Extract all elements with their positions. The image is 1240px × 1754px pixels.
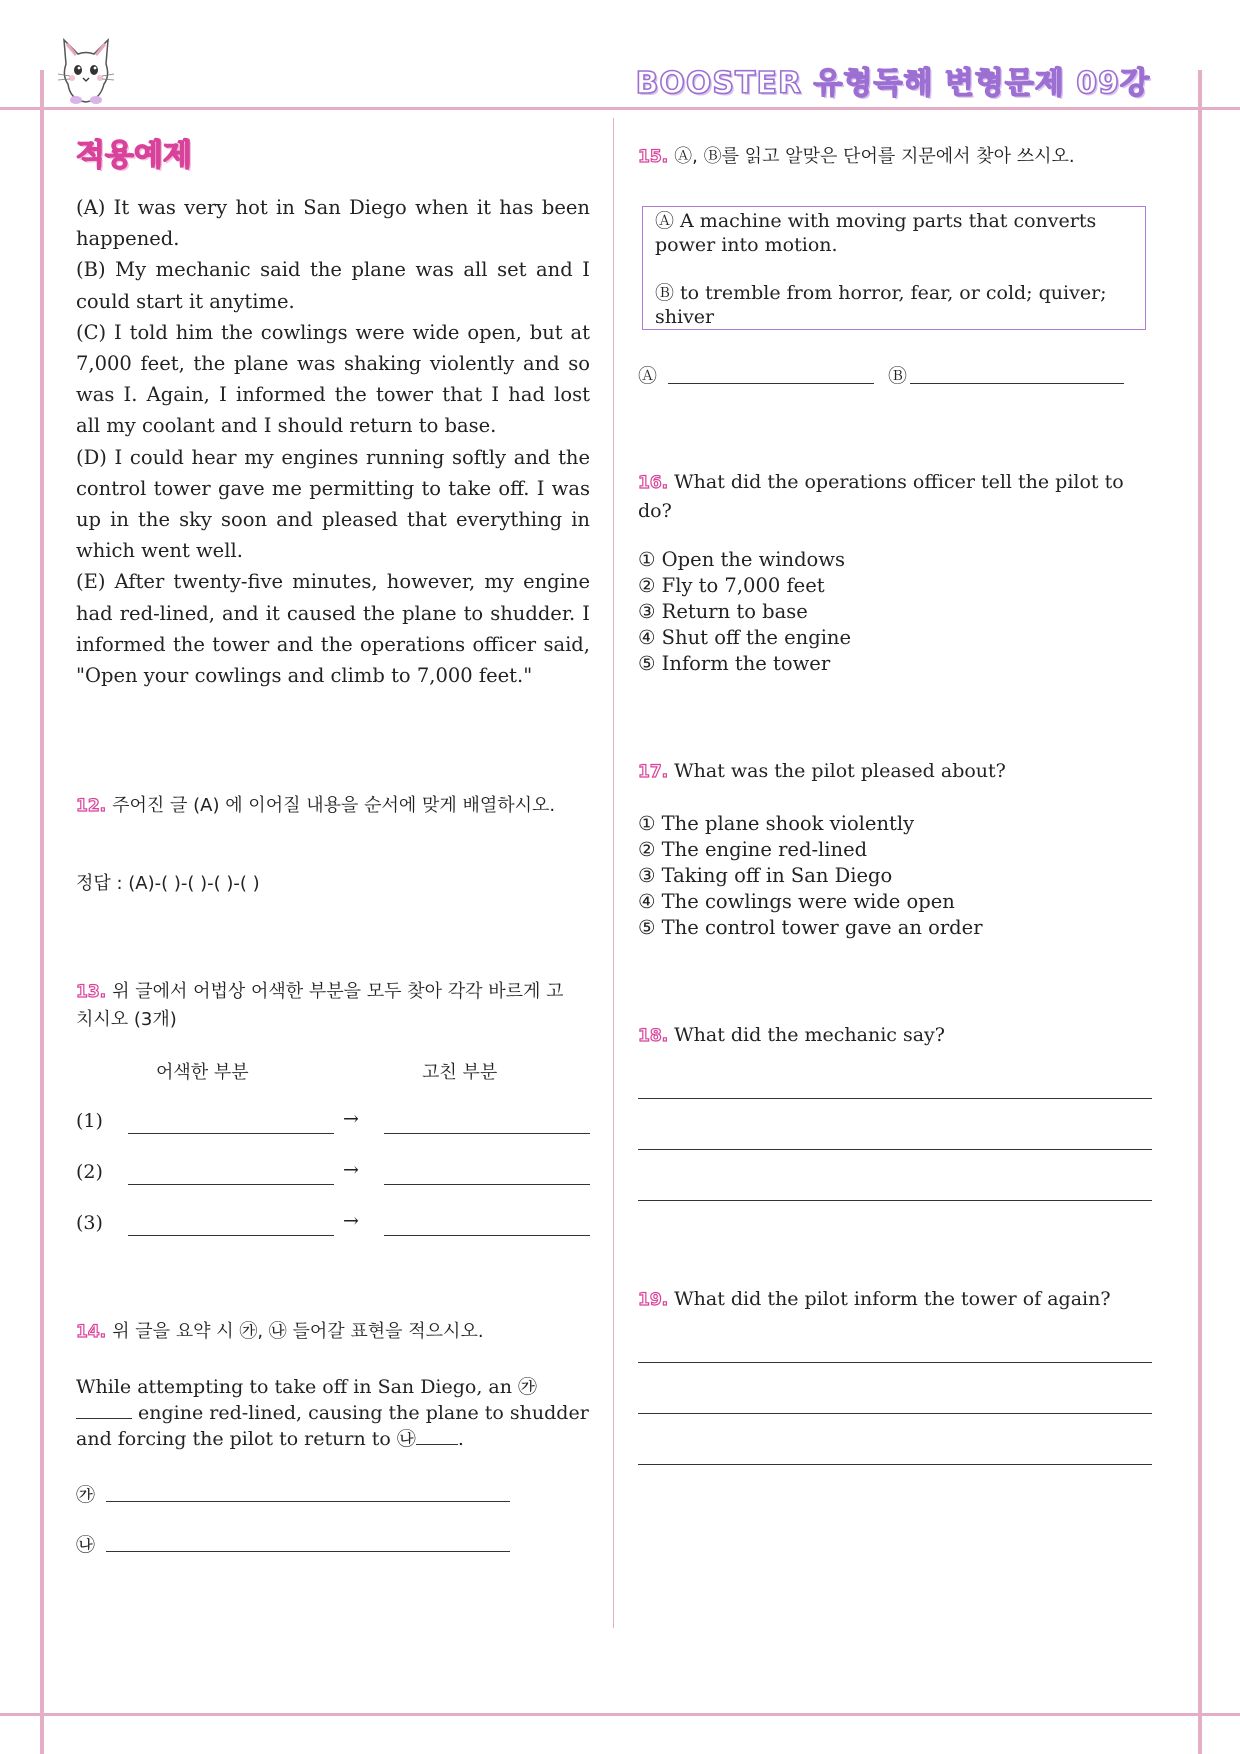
question-number: 16. xyxy=(638,473,669,493)
frame-top-line xyxy=(0,107,1240,110)
wrong-answer-blank[interactable] xyxy=(128,1133,334,1134)
option-3[interactable]: ③ Taking off in San Diego xyxy=(638,864,893,887)
frame-left-line xyxy=(40,70,44,1754)
definition-b: Ⓑ to tremble from horror, fear, or cold; quiver; shiver xyxy=(655,282,1107,328)
question-number: 18. xyxy=(638,1026,669,1046)
q16-options xyxy=(638,547,851,677)
question-16 xyxy=(638,468,1158,525)
question-text: What did the mechanic say? xyxy=(674,1024,945,1046)
arrow-icon: → xyxy=(343,1108,359,1130)
fixed-answer-blank[interactable] xyxy=(384,1235,590,1236)
question-text: 위 글을 요약 시 ㉮, ㉯ 들어갈 표현을 적으시오. xyxy=(112,1321,484,1342)
question-number: 19. xyxy=(638,1290,669,1310)
summary-blank-a[interactable] xyxy=(76,1400,132,1419)
question-18 xyxy=(638,1021,1158,1050)
question-17 xyxy=(638,757,1158,786)
passage-paragraph-a: (A) It was very hot in San Diego when it has been happened. xyxy=(76,196,590,251)
question-number: 14. xyxy=(76,1322,107,1342)
passage-paragraph-d: (D) I could hear my engines running softly and the control tower gave me permitting to take off. I was up in the sky soon and pleased that everything in which went well. xyxy=(76,445,590,563)
column-header-wrong: 어색한 부분 xyxy=(156,1062,249,1083)
answer-line[interactable] xyxy=(638,1413,1152,1414)
fixed-answer-blank[interactable] xyxy=(384,1133,590,1134)
question-13 xyxy=(76,978,576,1034)
wrong-answer-blank[interactable] xyxy=(128,1184,334,1185)
option-5[interactable]: ⑤ The control tower gave an order xyxy=(638,916,983,939)
reading-passage xyxy=(76,192,590,691)
answer-line[interactable] xyxy=(638,1464,1152,1465)
answer-line[interactable] xyxy=(638,1362,1152,1363)
row-label: (1) xyxy=(76,1110,103,1132)
option-2[interactable]: ② The engine red-lined xyxy=(638,838,868,861)
option-4[interactable]: ④ Shut off the engine xyxy=(638,626,852,649)
summary-paragraph: While attempting to take off in San Diego, an ㉮ engine red-lined, causing the plane to shudder and forcing the pilot to return to ㉯ . xyxy=(76,1376,589,1450)
question-number: 13. xyxy=(76,982,107,1002)
row-label: (3) xyxy=(76,1212,103,1234)
section-title: 적용예제 xyxy=(76,138,192,173)
question-number: 12. xyxy=(76,796,107,816)
option-1[interactable]: ① Open the windows xyxy=(638,548,845,571)
answer-line[interactable] xyxy=(638,1149,1152,1150)
row-label: (2) xyxy=(76,1161,103,1183)
wrong-answer-blank[interactable] xyxy=(128,1235,334,1236)
answer-label-a: Ⓐ xyxy=(638,365,658,387)
frame-right-line xyxy=(1198,70,1202,1754)
answer-blank-a[interactable] xyxy=(668,383,874,384)
header-title: BOOSTER 유형독해 변형문제 09강 xyxy=(635,66,1150,101)
cat-logo-icon xyxy=(56,34,116,106)
q12-answer-line[interactable]: 정답 : (A)-( )-( )-( )-( ) xyxy=(76,873,260,894)
option-2[interactable]: ② Fly to 7,000 feet xyxy=(638,574,825,597)
question-14 xyxy=(76,1318,590,1346)
arrow-icon: → xyxy=(343,1159,359,1181)
question-text: Ⓐ, Ⓑ를 읽고 알맞은 단어를 지문에서 찾아 쓰시오. xyxy=(674,146,1075,167)
answer-label-b: Ⓑ xyxy=(888,365,908,387)
question-text: 위 글에서 어법상 어색한 부분을 모두 찾아 각각 바르게 고치시오 (3개) xyxy=(76,981,564,1030)
passage-paragraph-e: (E) After twenty-five minutes, however, my engine had red-lined, and it caused the plane to shudder. I informed the tower and the operations officer said, "Open your cowlings and climb to 7,000 feet." xyxy=(76,570,590,688)
question-text: What did the operations officer tell the pilot to do? xyxy=(638,471,1124,522)
option-3[interactable]: ③ Return to base xyxy=(638,600,808,623)
answer-label-a: ㉮ xyxy=(76,1484,96,1506)
question-12 xyxy=(76,792,590,820)
answer-blank-b[interactable] xyxy=(910,383,1124,384)
option-5[interactable]: ⑤ Inform the tower xyxy=(638,652,831,675)
q17-options xyxy=(638,811,983,941)
option-4[interactable]: ④ The cowlings were wide open xyxy=(638,890,955,913)
definition-box xyxy=(642,206,1146,330)
question-19 xyxy=(638,1285,1158,1314)
definition-a: Ⓐ A machine with moving parts that converts power into motion. xyxy=(655,210,1097,256)
passage-paragraph-b: (B) My mechanic said the plane was all set and I could start it anytime. xyxy=(76,258,590,313)
question-text: What did the pilot inform the tower of again? xyxy=(674,1288,1111,1310)
frame-bottom-line xyxy=(0,1713,1240,1716)
question-number: 17. xyxy=(638,762,669,782)
answer-line[interactable] xyxy=(638,1200,1152,1201)
fixed-answer-blank[interactable] xyxy=(384,1184,590,1185)
answer-blank-b[interactable] xyxy=(106,1551,510,1552)
question-text: What was the pilot pleased about? xyxy=(674,760,1006,782)
passage-paragraph-c: (C) I told him the cowlings were wide open, but at 7,000 feet, the plane was shaking violently and so was I. Again, I informed the tower that I had lost all my coolant and I should return to base. xyxy=(76,320,590,438)
arrow-icon: → xyxy=(343,1210,359,1232)
column-header-fixed: 고친 부분 xyxy=(422,1062,498,1083)
answer-blank-a[interactable] xyxy=(106,1501,510,1502)
column-divider xyxy=(613,118,614,1628)
question-15 xyxy=(638,143,1158,171)
question-text: 주어진 글 (A) 에 이어질 내용을 순서에 맞게 배열하시오. xyxy=(112,795,556,816)
question-number: 15. xyxy=(638,147,669,167)
answer-label-b: ㉯ xyxy=(76,1534,96,1556)
option-1[interactable]: ① The plane shook violently xyxy=(638,812,915,835)
answer-line[interactable] xyxy=(638,1098,1152,1099)
summary-blank-b[interactable] xyxy=(416,1426,458,1445)
